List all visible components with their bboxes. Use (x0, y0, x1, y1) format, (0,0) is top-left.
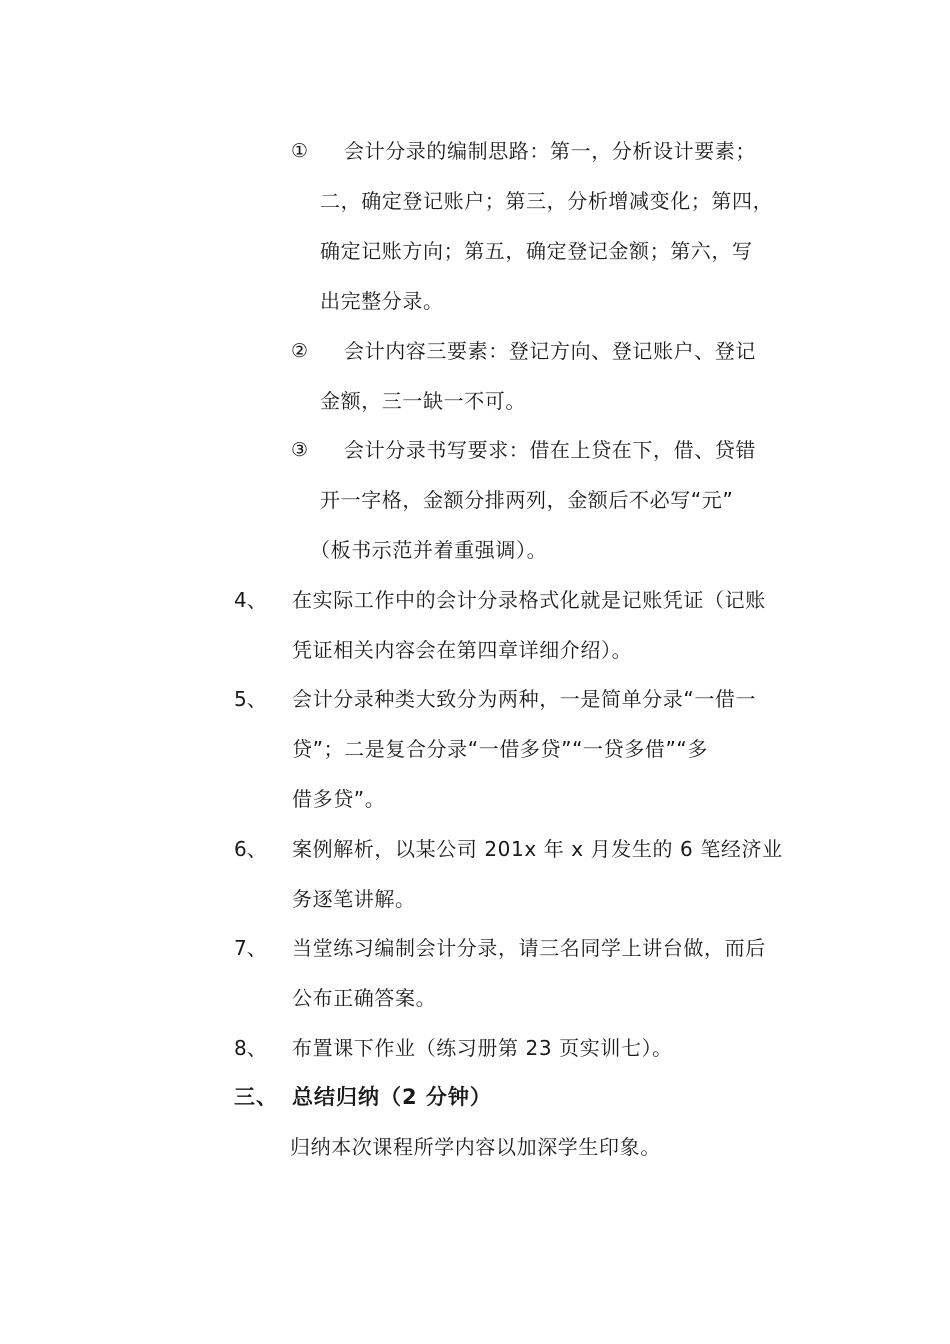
section-marker: 三、 (234, 1085, 278, 1109)
sub-item-line: 会计内容三要素：登记方向、登记账户、登记 (344, 339, 756, 363)
list-item-line: 公布正确答案。 (292, 986, 437, 1010)
list-item-marker: 8、 (234, 1036, 267, 1060)
sub-item-line: 开一字格，金额分排两列，金额后不必写“元” (320, 488, 734, 512)
sub-item-line: 会计分录的编制思路：第一，分析设计要素； (344, 139, 756, 163)
list-item-line: 务逐笔讲解。 (292, 887, 416, 911)
sub-item-marker: ① (291, 140, 309, 162)
list-item-line: 案例解析，以某公司 201x 年 x 月发生的 6 笔经济业 (292, 837, 783, 861)
sub-item-line: 出完整分录。 (320, 289, 444, 313)
sub-item-line: 二，确定登记账户；第三，分析增减变化；第四， (320, 189, 774, 213)
list-item-line: 贷”；二是复合分录“一借多贷”“一贷多借”“多 (292, 737, 708, 761)
list-item-line: 布置课下作业（练习册第 23 页实训七）。 (292, 1036, 673, 1060)
section-body: 归纳本次课程所学内容以加深学生印象。 (290, 1135, 661, 1159)
sub-item-line: 会计分录书写要求：借在上贷在下，借、贷错 (344, 438, 756, 462)
list-item-marker: 4、 (234, 588, 267, 612)
sub-item-marker: ② (291, 340, 309, 362)
sub-item-marker: ③ (291, 439, 309, 461)
list-item-line: 借多贷”。 (292, 787, 386, 811)
list-item-line: 会计分录种类大致分为两种，一是简单分录“一借一 (292, 687, 757, 711)
list-item-marker: 7、 (234, 936, 267, 960)
list-item-marker: 5、 (234, 687, 267, 711)
list-item-line: 当堂练习编制会计分录，请三名同学上讲台做，而后 (292, 936, 766, 960)
list-item-line: 在实际工作中的会计分录格式化就是记账凭证（记账 (292, 588, 766, 612)
sub-item-line: （板书示范并着重强调）。 (310, 538, 548, 562)
sub-item-line: 金额，三一缺一不可。 (320, 389, 526, 413)
section-title: 总结归纳（2 分钟） (292, 1085, 492, 1109)
list-item-marker: 6、 (234, 837, 267, 861)
list-item-line: 凭证相关内容会在第四章详细介绍）。 (292, 638, 633, 662)
sub-item-line: 确定记账方向；第五，确定登记金额；第六，写 (320, 239, 753, 263)
